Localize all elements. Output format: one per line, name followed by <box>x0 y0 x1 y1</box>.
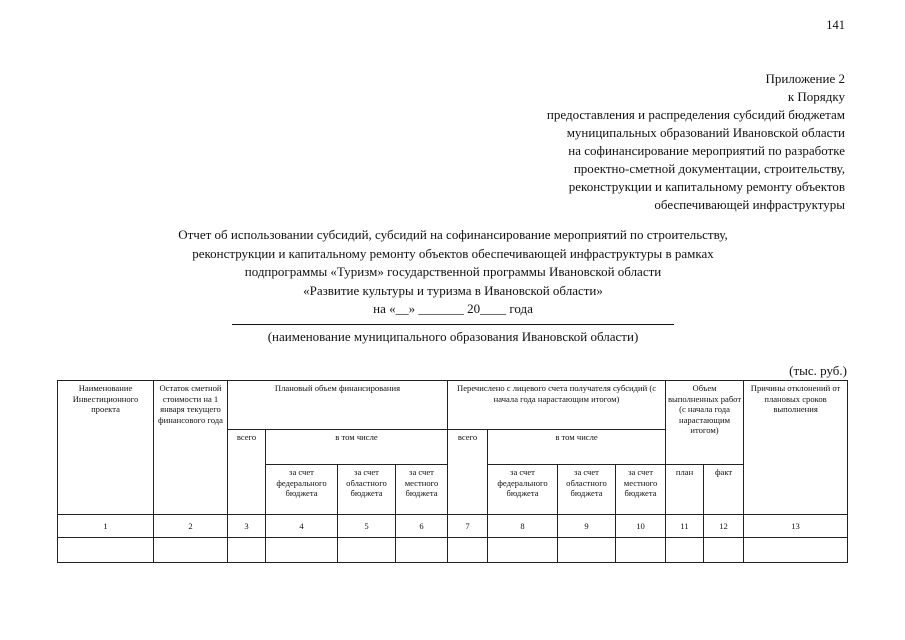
column-number: 11 <box>666 515 704 538</box>
header-transferred-regional: за счет областного бюджета <box>558 465 616 515</box>
header-planned-regional: за счет областного бюджета <box>338 465 396 515</box>
empty-cell[interactable] <box>396 538 448 563</box>
appendix-line: проектно-сметной документации, строительству, <box>573 161 845 176</box>
header-project: Наименование Инвестиционного проекта <box>58 381 154 515</box>
empty-cell[interactable] <box>558 538 616 563</box>
header-transferred-total: всего <box>448 430 488 515</box>
page-number: 141 <box>826 18 845 32</box>
title-line: Отчет об использовании субсидий, субсидий на софинансирование мероприятий по строительству, <box>178 227 728 242</box>
municipality-name-caption: (наименование муниципального образования Ивановской области) <box>267 329 639 344</box>
appendix-line: муниципальных образований Ивановской области <box>566 125 845 140</box>
appendix-header <box>425 70 845 214</box>
header-volume-fact: факт <box>704 465 744 515</box>
column-number: 1 <box>58 515 154 538</box>
header-transferred-including: в том числе <box>488 430 666 465</box>
header-planned-financing: Плановый объем финансирования <box>228 381 448 430</box>
appendix-line: на софинансирование мероприятий по разработке <box>568 143 845 158</box>
header-planned-local: за счет местного бюджета <box>396 465 448 515</box>
empty-cell[interactable] <box>666 538 704 563</box>
empty-cell[interactable] <box>154 538 228 563</box>
empty-cell[interactable] <box>488 538 558 563</box>
title-line: «Развитие культуры и туризма в Ивановской области» <box>303 282 603 298</box>
column-number: 7 <box>448 515 488 538</box>
empty-cell[interactable] <box>616 538 666 563</box>
empty-cell[interactable] <box>338 538 396 563</box>
column-number: 2 <box>154 515 228 538</box>
header-planned-total: всего <box>228 430 266 515</box>
column-number: 12 <box>704 515 744 538</box>
empty-cell[interactable] <box>744 538 848 563</box>
appendix-line: обеспечивающей инфраструктуры <box>654 197 845 212</box>
column-number: 6 <box>396 515 448 538</box>
header-deviation-reasons: Причины отклонений от плановых сроков выполнения <box>744 381 848 515</box>
empty-cell[interactable] <box>228 538 266 563</box>
header-planned-federal: за счет федерального бюджета <box>266 465 338 515</box>
report-table <box>57 380 848 563</box>
empty-cell[interactable] <box>58 538 154 563</box>
table-row <box>58 538 848 563</box>
report-title <box>58 226 848 319</box>
column-number: 3 <box>228 515 266 538</box>
header-volume-plan: план <box>666 465 704 515</box>
header-completed-volume: Объем выполненных работ (с начала года нарастающим итогом) <box>666 381 744 465</box>
header-transferred: Перечислено с лицевого счета получателя субсидий (с начала года нарастающим итогом) <box>448 381 666 430</box>
column-number: 8 <box>488 515 558 538</box>
column-number: 9 <box>558 515 616 538</box>
header-planned-including: в том числе <box>266 430 448 465</box>
report-date-line: на «__» _______ 20____ года <box>373 301 533 316</box>
column-number: 10 <box>616 515 666 538</box>
title-line: подпрограммы «Туризм» государственной программы Ивановской области <box>244 264 662 279</box>
units-label: (тыс. руб.) <box>789 363 847 378</box>
title-line: реконструкции и капитальному ремонту объектов обеспечивающей инфраструктуры в рамках <box>192 245 714 261</box>
column-number: 4 <box>266 515 338 538</box>
column-number: 5 <box>338 515 396 538</box>
appendix-line: предоставления и распределения субсидий бюджетам <box>546 107 845 122</box>
empty-cell[interactable] <box>704 538 744 563</box>
empty-cell[interactable] <box>266 538 338 563</box>
municipality-name-field[interactable] <box>232 324 674 325</box>
appendix-line: реконструкции и капитальному ремонту объектов <box>568 179 845 194</box>
header-balance: Остаток сметной стоимости на 1 января текущего финансового года <box>154 381 228 515</box>
column-number: 13 <box>744 515 848 538</box>
appendix-line: к Порядку <box>787 89 845 104</box>
empty-cell[interactable] <box>448 538 488 563</box>
header-transferred-local: за счет местного бюджета <box>616 465 666 515</box>
header-transferred-federal: за счет федерального бюджета <box>488 465 558 515</box>
appendix-line: Приложение 2 <box>765 71 845 86</box>
